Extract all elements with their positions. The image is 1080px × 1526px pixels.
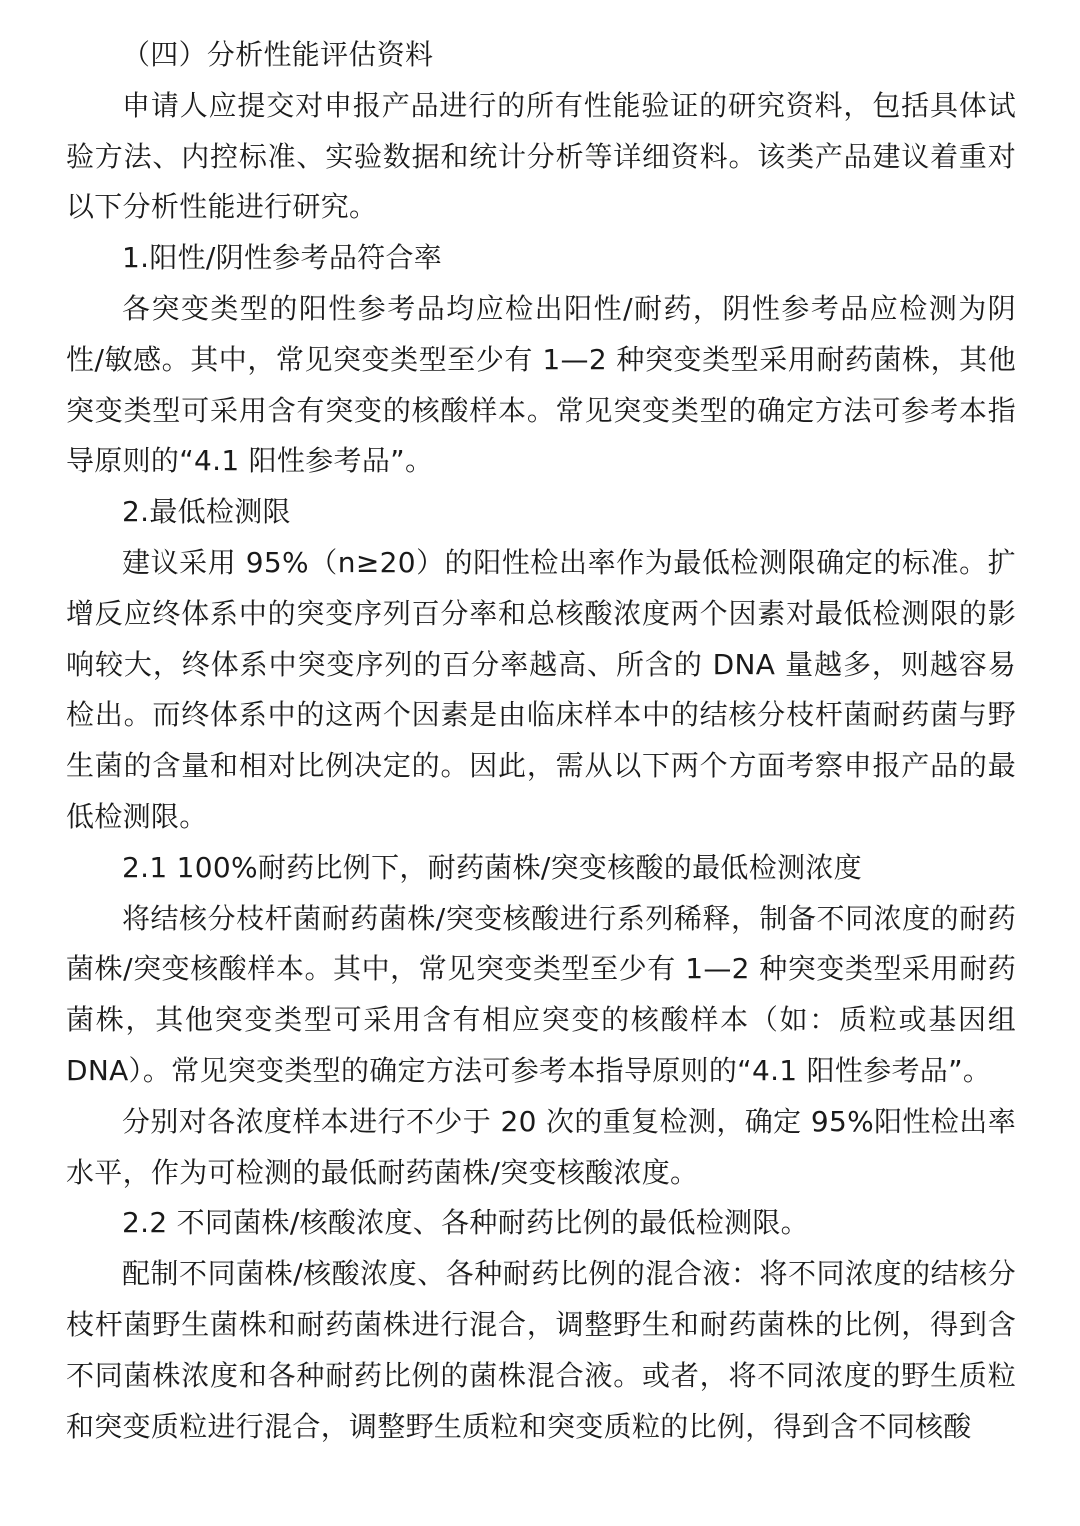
paragraph-serial-dilution: 将结核分枝杆菌耐药菌株/突变核酸进行系列稀释，制备不同浓度的耐药菌株/突变核酸样本。其中，常见突变类型至少有 1—2 种突变类型采用耐药菌株，其他突变类型可采用含有相应突变的核酸样本（如：质粒或基因组 DNA）。常见突变类型的确定方法可参考本指导原则的“4.1 阳性参考品”。 [66, 901, 1016, 1087]
paragraph-reference-agreement: 各突变类型的阳性参考品均应检出阳性/耐药，阴性参考品应检测为阴性/敏感。其中，常见突变类型至少有 1—2 种突变类型采用耐药菌株，其他突变类型可采用含有突变的核酸样本。常见突变类型的确定方法可参考本指导原则的“4.1 阳性参考品”。 [66, 291, 1016, 478]
document-page [66, 30, 1016, 1452]
subheading-mixed-ratios: 2.2 不同菌株/核酸浓度、各种耐药比例的最低检测限。 [122, 1206, 809, 1240]
paragraph-mixture-preparation: 配制不同菌株/核酸浓度、各种耐药比例的混合液：将不同浓度的结核分枝杆菌野生菌株和耐药菌株进行混合，调整野生和耐药菌株的比例，得到含不同菌株浓度和各种耐药比例的菌株混合液。或者，将不同浓度的野生质粒和突变质粒进行混合，调整野生质粒和突变质粒的比例，得到含不同核酸 [66, 1257, 1016, 1443]
paragraph-detection-limit: 建议采用 95%（n≥20）的阳性检出率作为最低检测限确定的标准。扩增反应终体系中的突变序列百分率和总核酸浓度两个因素对最低检测限的影响较大，终体系中突变序列的百分率越高、所含的 DNA 量越多，则越容易检出。而终体系中的这两个因素是由临床样本中的结核分枝杆菌耐药菌与野生菌的含量和相对比例决定的。因此，需从以下两个方面考察申报产品的最低检测限。 [66, 545, 1016, 833]
paragraph-intro: 申请人应提交对申报产品进行的所有性能验证的研究资料，包括具体试验方法、内控标准、实验数据和统计分析等详细资料。该类产品建议着重对以下分析性能进行研究。 [66, 88, 1016, 224]
paragraph-repeat-testing: 分别对各浓度样本进行不少于 20 次的重复检测，确定 95%阳性检出率水平，作为可检测的最低耐药菌株/突变核酸浓度。 [66, 1104, 1016, 1189]
subheading-100-percent-resistance: 2.1 100%耐药比例下，耐药菌株/突变核酸的最低检测浓度 [122, 850, 862, 884]
section-heading-analytical-performance: （四）分析性能评估资料 [122, 38, 434, 71]
subheading-detection-limit: 2.最低检测限 [122, 495, 291, 529]
subheading-reference-agreement: 1.阳性/阴性参考品符合率 [122, 241, 443, 275]
